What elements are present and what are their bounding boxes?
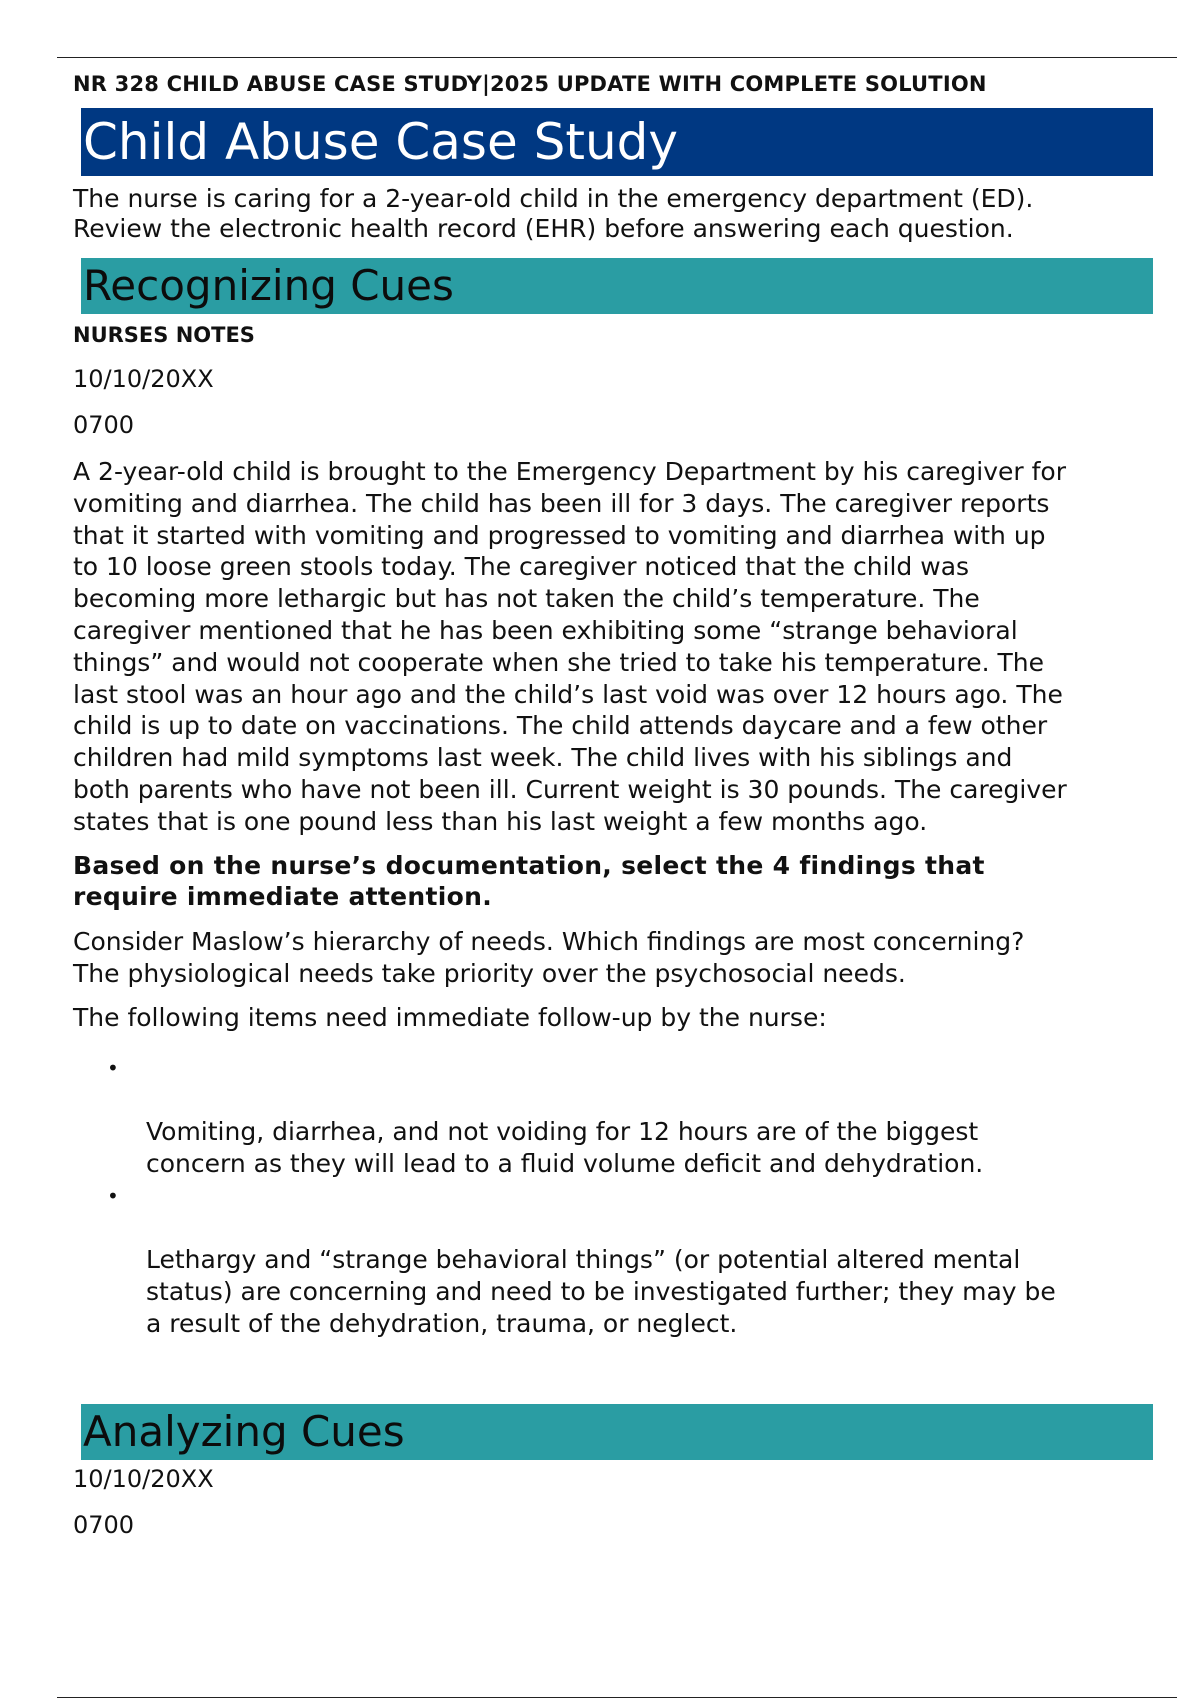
top-rule xyxy=(57,57,1177,58)
analyzing-date: 10/10/20XX xyxy=(73,1464,214,1493)
document-page xyxy=(73,62,1153,1540)
analyzing-cues-heading: Analyzing Cues xyxy=(83,1406,405,1456)
list-item xyxy=(73,1052,1153,1180)
note-time: 0700 xyxy=(73,411,135,439)
note-date: 10/10/20XX xyxy=(73,365,214,393)
document-header: NR 328 CHILD ABUSE CASE STUDY|2025 UPDATE WITH COMPLETE SOLUTION xyxy=(73,72,987,96)
intro-text xyxy=(73,184,1153,244)
followup-list xyxy=(73,1052,1153,1340)
title-banner xyxy=(81,108,1153,176)
title-banner-text: Child Abuse Case Study xyxy=(83,113,678,171)
intro-line-1: The nurse is caring for a 2-year-old child in the emergency department (ED). xyxy=(73,184,1034,213)
guidance-text: Consider Maslow’s hierarchy of needs. Which findings are most concerning? The physiological needs take priority over the psychosocial needs. xyxy=(73,926,1025,988)
nurses-note-text: A 2-year-old child is brought to the Emergency Department by his caregiver for vomiting and diarrhea. The child has been ill for 3 days. The caregiver reports that it started with vomiting and progressed to vomiting and diarrhea with up to 10 loose green stools today. The caregiver noticed that the child was becoming more lethargic but has not taken the child’s temperature. The caregiver mentioned that he has been exhibiting some “strange behavioral things” and would not cooperate when she tried to take his temperature. The last stool was an hour ago and the child’s last void was over 12 hours ago. The child is up to date on vaccinations. The child attends daycare and a few other children had mild symptoms last week. The child lives with his siblings and both parents who have not been ill. Current weight is 30 pounds. The caregiver states that is one pound less than his last weight a few months ago. xyxy=(73,457,1067,836)
nurses-notes-label: NURSES NOTES xyxy=(73,323,255,347)
list-item-text: Lethargy and “strange behavioral things” (or potential altered mental status) are concerning and need to be investigated further; they may be a result of the dehydration, trauma, or neglect. xyxy=(146,1244,1056,1338)
analyzing-time: 0700 xyxy=(73,1510,135,1539)
list-item-text: Vomiting, diarrhea, and not voiding for 12 hours are of the biggest concern as they will lead to a fluid volume deficit and dehydration. xyxy=(146,1116,984,1178)
bottom-rule xyxy=(57,1697,1177,1698)
question-prompt: Based on the nurse’s documentation, select the 4 findings that require immediate attention. xyxy=(73,850,985,911)
bullet-icon: • xyxy=(107,1055,119,1080)
recognizing-cues-heading: Recognizing Cues xyxy=(83,261,454,310)
intro-line-2: Review the electronic health record (EHR) before answering each question. xyxy=(73,214,1014,243)
followup-intro: The following items need immediate follow-up by the nurse: xyxy=(73,1002,827,1032)
bullet-icon: • xyxy=(107,1183,119,1208)
recognizing-cues-banner xyxy=(81,258,1153,314)
analyzing-cues-banner xyxy=(81,1404,1153,1460)
list-item xyxy=(73,1180,1153,1340)
section-gap xyxy=(73,1340,1153,1404)
